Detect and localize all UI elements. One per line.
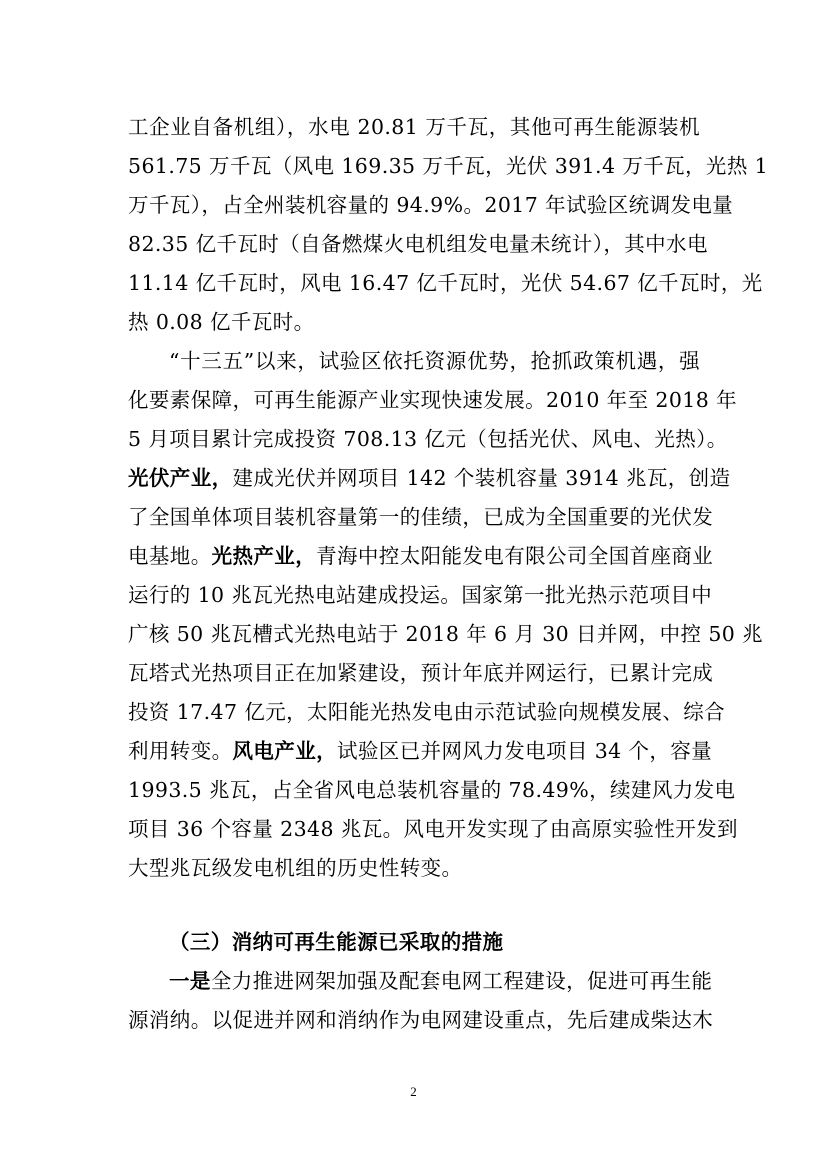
body-line-18: 1993.5 兆瓦，占全省风电总装机容量的 78.49%，续建风力发电 — [128, 778, 736, 802]
body-line-16: 投资 17.47 亿元，太阳能光热发电由示范试验向规模发展、综合 — [128, 700, 726, 724]
wind-industry-heading: 风电产业， — [232, 739, 337, 763]
body-line-8: 化要素保障，可再生能源产业实现快速发展。2010 年至 2018 年 — [128, 388, 737, 412]
csp-industry-heading: 光热产业， — [211, 544, 317, 568]
body-line-4: 82.35 亿千瓦时（自备燃煤火电机组发电量未统计），其中水电 — [128, 232, 708, 256]
body-line-19: 项目 36 个容量 2348 兆瓦。风电开发实现了由高原实验性开发到 — [128, 817, 738, 841]
paragraph-start-line: “十三五”以来，试验区依托资源优势，抢抓政策机遇，强 — [169, 349, 700, 373]
line-17-lead: 利用转变。 — [128, 739, 233, 763]
body-line-11: 了全国单体项目装机容量第一的佳绩，已成为全国重要的光伏发 — [128, 505, 714, 529]
csp-industry-text: 青海中控太阳能发电有限公司全国首座商业 — [316, 544, 714, 568]
pv-industry-text: 建成光伏并网项目 142 个装机容量 3914 兆瓦，创造 — [232, 466, 731, 490]
body-line-15: 瓦塔式光热项目正在加紧建设，预计年底并网运行，已累计完成 — [128, 661, 714, 685]
body-line-9: 5 月项目累计完成投资 708.13 亿元（包括光伏、风电、光热）。 — [128, 427, 728, 451]
section-heading: （三）消纳可再生能源已采取的措施 — [169, 930, 504, 954]
line-12-lead: 电基地。 — [128, 544, 212, 568]
pv-industry-heading: 光伏产业， — [128, 466, 233, 490]
body-line-6: 热 0.08 亿千瓦时。 — [128, 310, 315, 334]
body-line-22 — [169, 966, 713, 996]
body-line-14: 广核 50 兆瓦槽式光热电站于 2018 年 6 月 30 日并网，中控 50 兆 — [128, 622, 764, 646]
body-line-1: 工企业自备机组），水电 20.81 万千瓦，其他可再生能源装机 — [128, 115, 700, 139]
body-line-3: 万千瓦），占全州装机容量的 94.9%。2017 年试验区统调发电量 — [128, 193, 734, 217]
body-line-2: 561.75 万千瓦（风电 169.35 万千瓦，光伏 391.4 万千瓦，光热 1 — [128, 154, 769, 178]
body-line-5: 11.14 亿千瓦时，风电 16.47 亿千瓦时，光伏 54.67 亿千瓦时，光 — [128, 271, 763, 295]
body-line-13: 运行的 10 兆瓦光热电站建成投运。国家第一批光热示范项目中 — [128, 583, 713, 607]
page-number: 2 — [410, 1084, 417, 1099]
measure-one-text: 全力推进网架加强及配套电网工程建设，促进可再生能 — [210, 969, 713, 993]
body-line-12 — [128, 541, 714, 571]
body-line-23: 源消纳。以促进并网和消纳作为电网建设重点，先后建成柴达木 — [128, 1008, 714, 1032]
body-line-20: 大型兆瓦级发电机组的历史性转变。 — [128, 856, 463, 880]
body-line-10 — [128, 463, 731, 493]
measure-one-label: 一是 — [169, 969, 211, 993]
wind-industry-text: 试验区已并网风力发电项目 34 个，容量 — [337, 739, 713, 763]
body-line-17 — [128, 736, 713, 766]
